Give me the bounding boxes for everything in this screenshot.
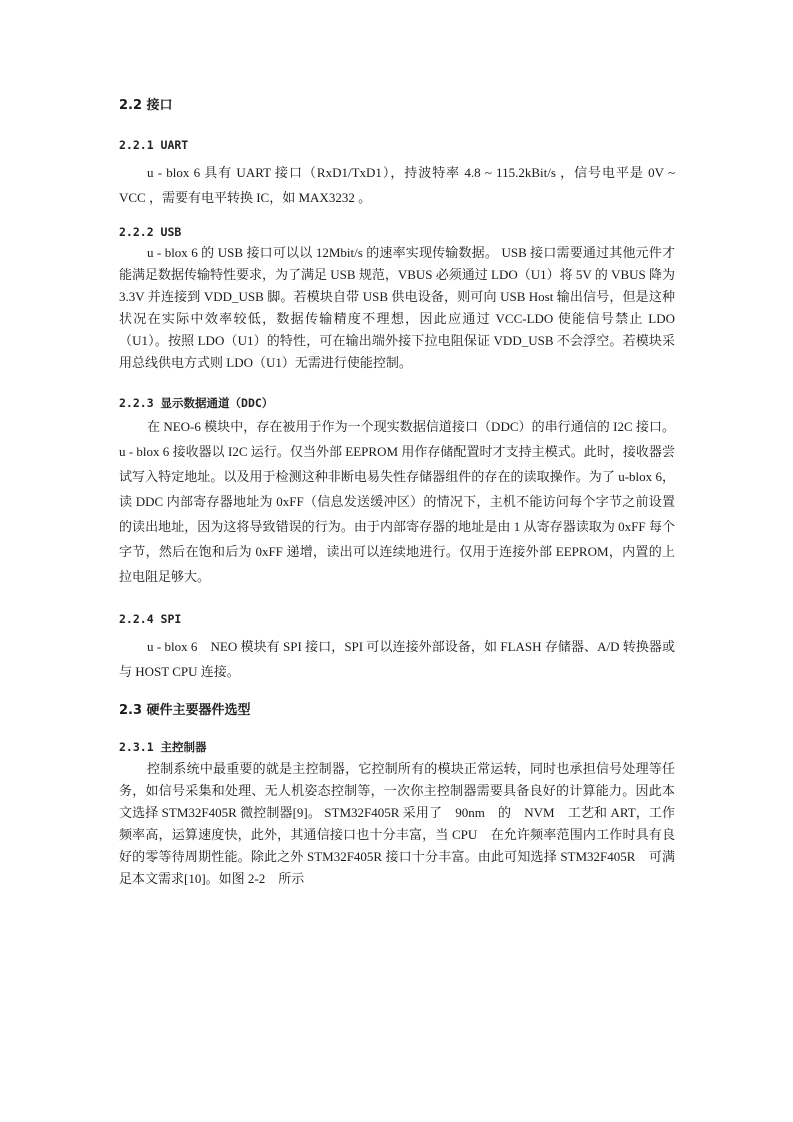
paragraph-ddc: 在 NEO-6 模块中，存在被用于作为一个现实数据信道接口（DDC）的串行通信的 I2C 接口。 u - blox 6 接收器以 I2C 运行。仅当外部 EEPROM 用作存储配置时才支持主模式。此时，接收器尝试写入特定地址。以及用于检测这种非断电易失性存储器组件的存在的读取操作。为了 u-blox 6，读 DDC 内部寄存器地址为 0xFF（信息发送缓冲区）的情况下，主机不能访问每个字节之前设置的读出地址，因为这将导致错误的行为。由于内部寄存器的地址是由 1 从寄存器读取为 0xFF 每个字节，然后在饱和后为 0xFF 递增，读出可以连续地进行。仅用于连接外部 EEPROM，内置的上拉电阻足够大。 xyxy=(119,419,675,584)
section-heading-2-2: 2.2 接口 xyxy=(119,98,173,113)
paragraph-uart: u - blox 6 具有 UART 接口（RxD1/TxD1），持波特率 4.8 ~ 115.2kBit/s ，信号电平是 0V ~ VCC ，需要有电平转换 IC，如 MAX3232 。 xyxy=(119,165,675,205)
subsection-heading-2-2-2: 2.2.2 USB xyxy=(119,225,182,239)
subsection-heading-2-2-3: 2.2.3 显示数据通道（DDC） xyxy=(119,396,274,410)
subsection-heading-2-2-4: 2.2.4 SPI xyxy=(119,612,182,626)
paragraph-usb: u - blox 6 的 USB 接口可以以 12Mbit/s 的速率实现传输数据。 USB 接口需要通过其他元件才能满足数据传输特性要求，为了满足 USB 规范，VBUS 必须通过 LDO（U1）将 5V 的 VBUS 降为 3.3V 并连接到 VDD_USB 脚。若模块自带 USB 供电设备，则可向 USB Host 输出信号，但是这种状况在实际中效率较低，数据传输精度不理想，因此应通过 VCC-LDO 使能信号禁止 LDO（U1）。按照 LDO（U1）的特性，可在输出端外接下拉电阻保证 VDD_USB 不会浮空。若模块采用总线供电方式则 LDO（U1）无需进行使能控制。 xyxy=(119,245,675,370)
subsection-heading-2-3-1: 2.3.1 主控制器 xyxy=(119,740,207,754)
subsection-heading-2-2-1: 2.2.1 UART xyxy=(119,138,189,152)
paragraph-main-controller: 控制系统中最重要的就是主控制器，它控制所有的模块正常运转，同时也承担信号处理等任务，如信号采集和处理、无人机姿态控制等，一次你主控制器需要具备良好的计算能力。因此本文选择 STM32F405R 微控制器[9]。 STM32F405R 采用了 90nm 的 NVM 工艺和 ART，工作频率高，运算速度快，此外，其通信接口也十分丰富，当 CPU 在允许频率范围内工作时具有良好的零等待周期性能。除此之外 STM32F405R 接口十分丰富。由此可知选择 STM32F405R 可满足本文需求[10]。如图 2-2 所示 xyxy=(119,761,675,886)
paragraph-spi: u - blox 6 NEO 模块有 SPI 接口，SPI 可以连接外部设备，如 FLASH 存储器、A/D 转换器或与 HOST CPU 连接。 xyxy=(119,639,675,679)
section-heading-2-3: 2.3 硬件主要器件选型 xyxy=(119,703,251,718)
